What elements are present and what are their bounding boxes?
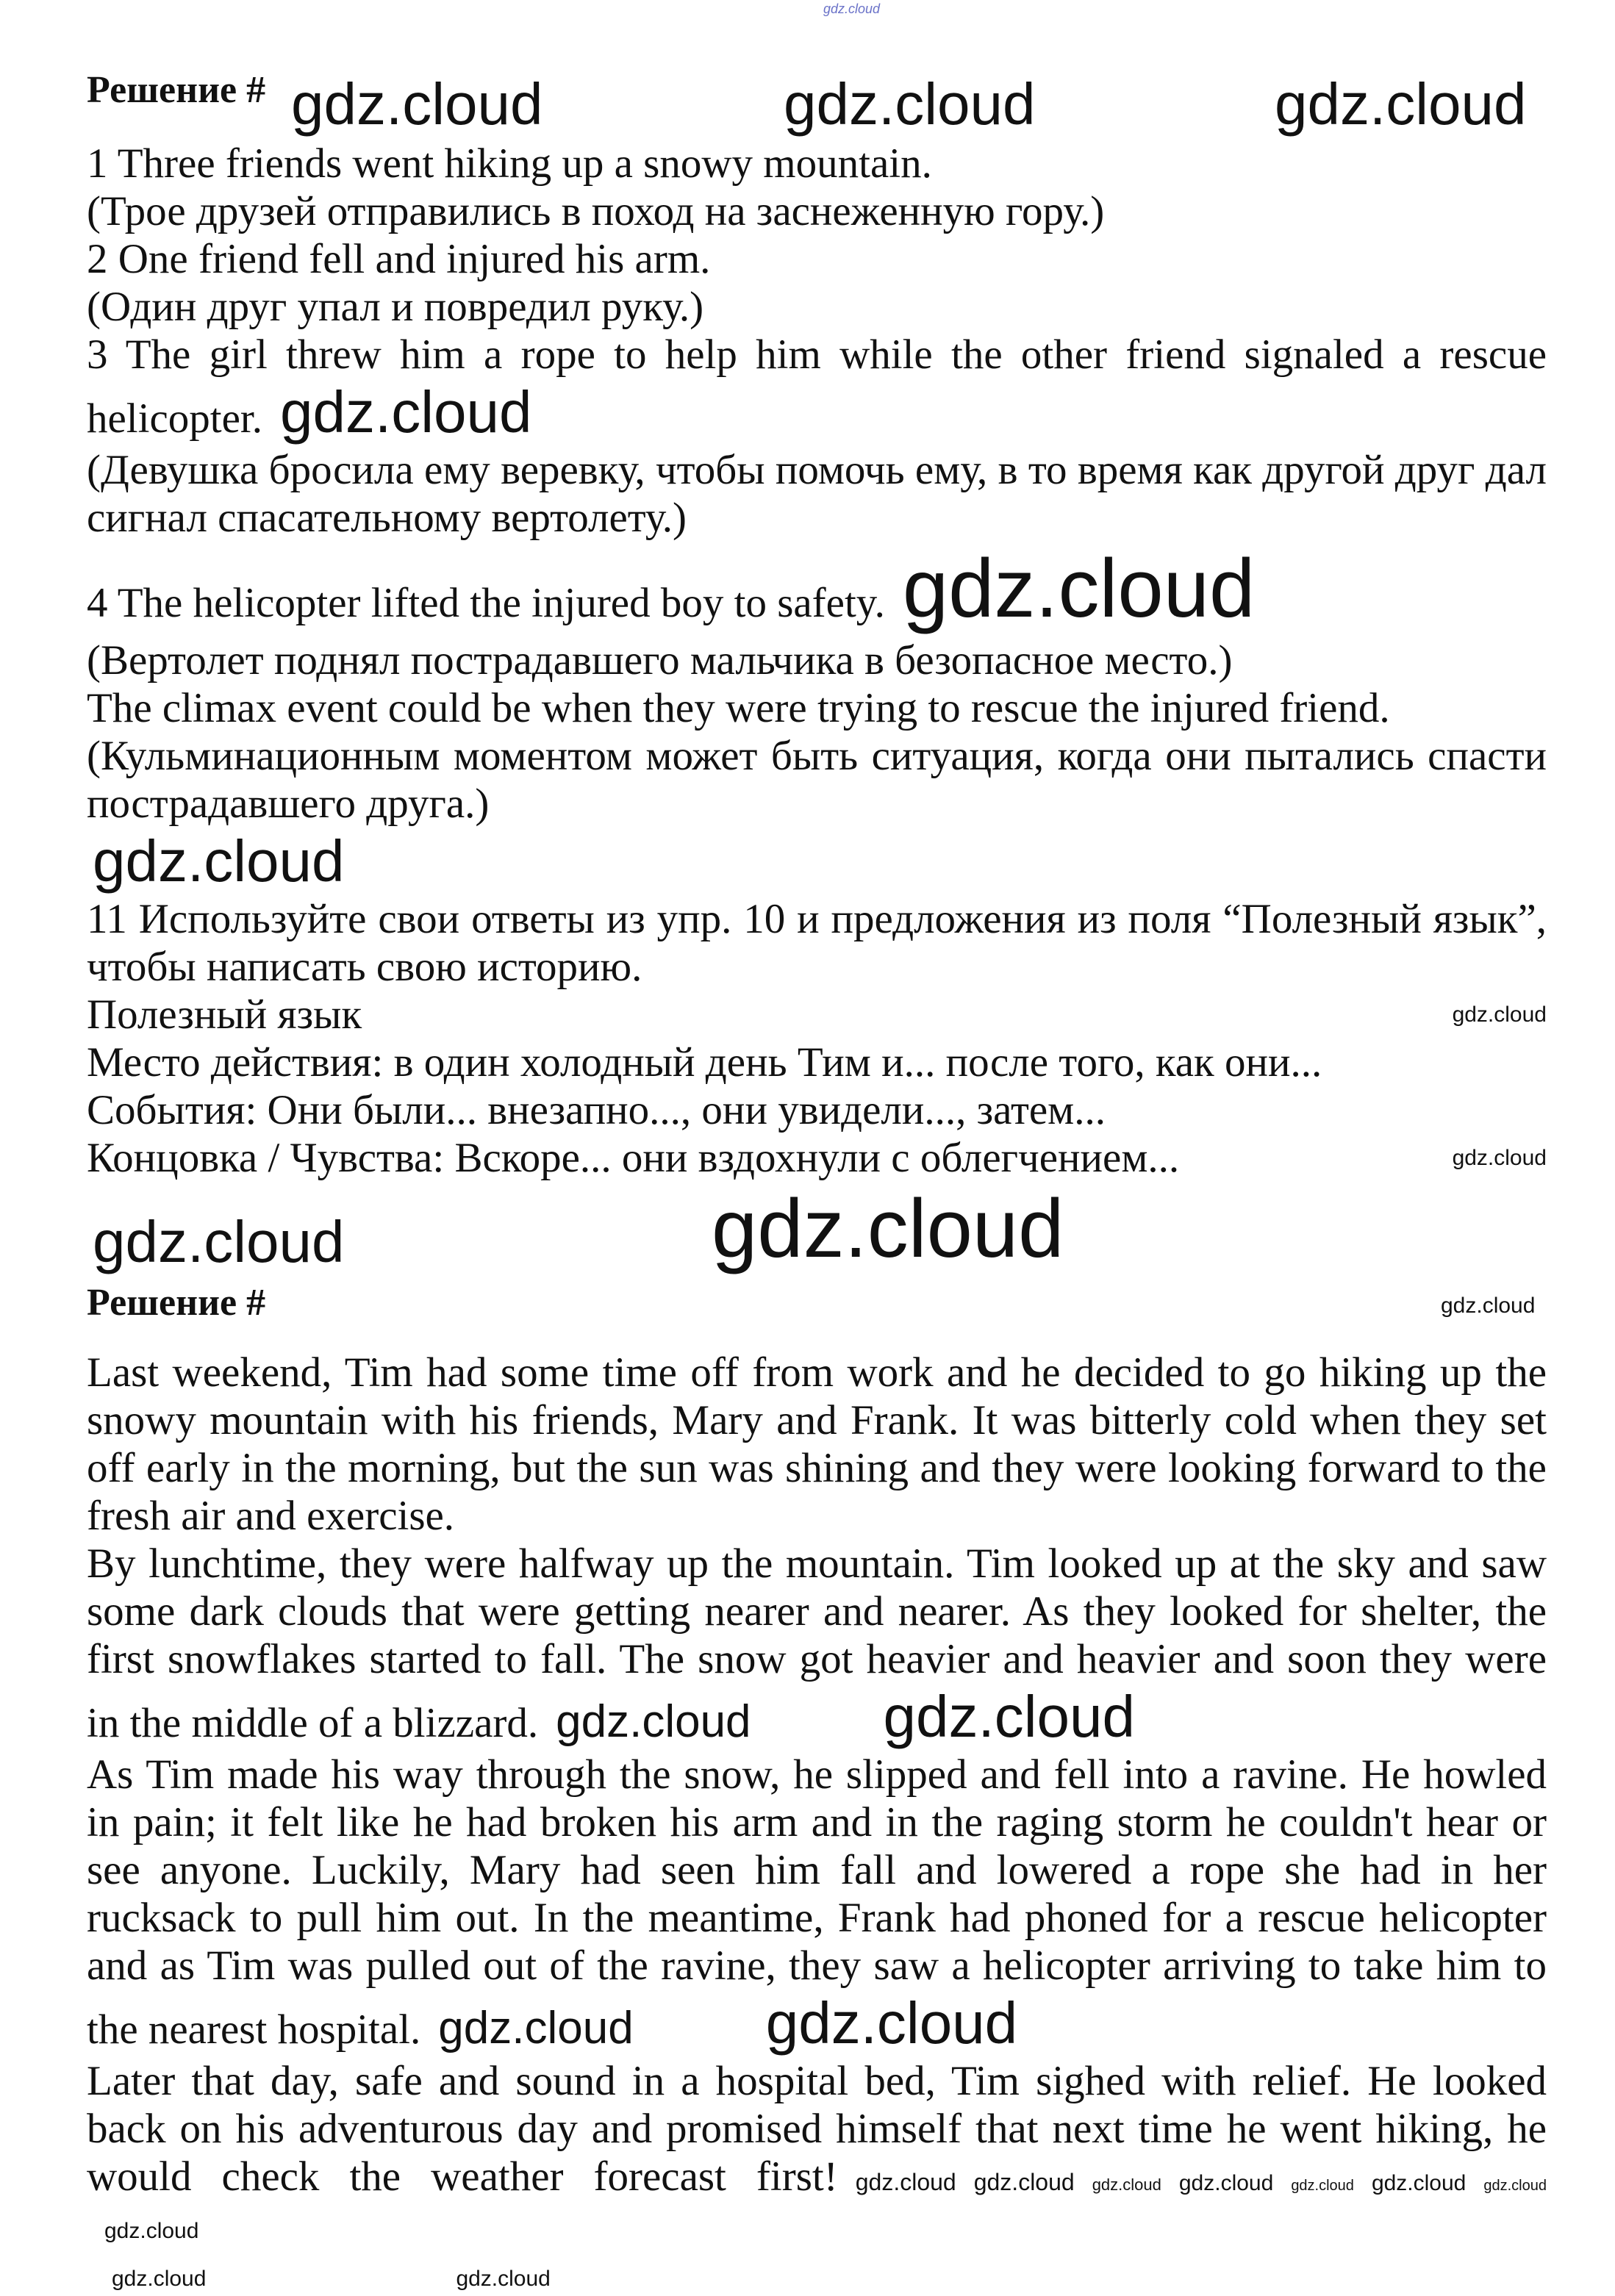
- answer-line: [87, 187, 1547, 235]
- task-line: [87, 1134, 1547, 1182]
- solution-heading: Решение #: [87, 1281, 266, 1324]
- watermark: gdz.cloud: [93, 828, 345, 894]
- solution-heading: Решение #: [87, 69, 266, 111]
- watermark: gdz.cloud: [855, 2168, 956, 2195]
- watermark: gdz.cloud: [1483, 2177, 1547, 2194]
- watermark: gdz.cloud: [1371, 2170, 1467, 2195]
- task-line: [87, 1038, 1547, 1086]
- story-text: By lunchtime, they were halfway up the mountain. Tim looked up at the sky and saw some dark clouds that were getting nearer and nearer. As they looked for shelter, the first snowflakes started to fall. The snow got heavier and heavier and soon they were in the middle of a blizzard.: [87, 1540, 1547, 1746]
- story-footer-watermarks: [87, 2248, 1547, 2296]
- task-text: 11 Используйте свои ответы из упр. 10 и предложения из поля “Полезный язык”, чтобы написать свою историю.: [87, 895, 1547, 990]
- answer-line: [87, 684, 1547, 732]
- answer-text: (Трое друзей отправились в поход на заснеженную гору.): [87, 188, 1105, 234]
- watermark: gdz.cloud: [823, 1, 881, 16]
- watermark: gdz.cloud: [291, 71, 543, 137]
- answer-line: [87, 446, 1547, 542]
- story-paragraph: [87, 1751, 1547, 2057]
- watermark: gdz.cloud: [765, 1990, 1018, 2056]
- watermark: gdz.cloud: [1178, 2170, 1274, 2195]
- task-line: [87, 1086, 1547, 1134]
- task-text: Место действия: в один холодный день Тим и... после того, как они...: [87, 1038, 1322, 1086]
- document-body: [87, 66, 1547, 2296]
- story-paragraph: [87, 2057, 1547, 2248]
- answer-text: (Девушка бросила ему веревку, чтобы помочь ему, в то время как другой друг дал сигнал спасательному вертолету.): [87, 447, 1547, 541]
- answer-text: 1 Three friends went hiking up a snowy mountain.: [87, 140, 932, 187]
- answer-line: [87, 283, 1547, 331]
- story-text: As Tim made his way through the snow, he slipped and fell into a ravine. He howled in pain; it felt like he had broken his arm and in the raging storm he couldn't hear or see anyone. Luckily, Mary had seen him fall and lowered a rope she had in her rucksack to pull him out. In the meantime, Frank had phoned for a rescue helicopter and as Tim was pulled out of the ravine, they saw a helicopter arriving to take him to the nearest hospital.: [87, 1751, 1547, 2053]
- solution-1-heading-row: [87, 66, 1547, 140]
- answer-line: [87, 636, 1547, 684]
- answer-line: [87, 235, 1547, 283]
- watermark: gdz.cloud: [556, 1696, 751, 1747]
- task-text: События: Они были... внезапно..., они увидели..., затем...: [87, 1086, 1106, 1133]
- watermark: gdz.cloud: [883, 1683, 1136, 1749]
- answer-text: (Вертолет поднял пострадавшего мальчика в безопасное место.): [87, 636, 1233, 684]
- answer-text: (Кульминационным моментом может быть ситуация, когда они пытались спасти пострадавшего друга.): [87, 732, 1547, 827]
- story-text: Last weekend, Tim had some time off from work and he decided to go hiking up the snowy mountain with his friends, Mary and Frank. It was bitterly cold when they set off early in the morning, but the sun was shining and they were looking forward to the fresh air and exercise.: [87, 1349, 1547, 1539]
- watermark: gdz.cloud: [1452, 1145, 1547, 1170]
- answer-line: [87, 732, 1547, 828]
- answer-text: 4 The helicopter lifted the injured boy to safety.: [87, 580, 885, 626]
- watermark: gdz.cloud: [1452, 1002, 1547, 1027]
- watermark: gdz.cloud: [1275, 71, 1527, 137]
- watermark: gdz.cloud: [1092, 2175, 1161, 2194]
- task-line: [87, 991, 1547, 1038]
- watermark: gdz.cloud: [456, 2266, 551, 2291]
- answer-line: [87, 542, 1547, 636]
- watermark-row: [87, 1182, 1547, 1279]
- watermark: gdz.cloud: [902, 542, 1256, 634]
- watermark: gdz.cloud: [112, 2266, 207, 2291]
- answer-text: (Один друг упал и повредил руку.): [87, 284, 704, 330]
- watermark: gdz.cloud: [712, 1182, 1064, 1274]
- solution-2-heading-row: [87, 1279, 1547, 1349]
- watermark: gdz.cloud: [1441, 1293, 1536, 1318]
- watermark: gdz.cloud: [438, 2002, 634, 2053]
- blank-line: [87, 828, 1547, 895]
- watermark: gdz.cloud: [784, 71, 1036, 137]
- task-line: [87, 895, 1547, 991]
- story-paragraph: [87, 1349, 1547, 1540]
- task-text: Концовка / Чувства: Вскоре... они вздохнули с облегчением...: [87, 1134, 1180, 1181]
- watermark: gdz.cloud: [973, 2168, 1075, 2195]
- answer-text: 3 The girl threw him a rope to help him while the other friend signaled a rescue helicopter.: [87, 331, 1547, 442]
- answer-text: The climax event could be when they were trying to rescue the injured friend.: [87, 684, 1390, 731]
- story-paragraph: [87, 1540, 1547, 1751]
- task-text: Полезный язык: [87, 991, 362, 1038]
- watermark: gdz.cloud: [93, 1208, 345, 1274]
- story-text: Later that day, safe and sound in a hospital bed, Tim sighed with relief. He looked back on his adventurous day and promised himself that next time he went hiking, he would check the weather forecast first!: [87, 2057, 1547, 2200]
- watermark: gdz.cloud: [104, 2218, 199, 2243]
- answer-text: 2 One friend fell and injured his arm.: [87, 236, 711, 282]
- answer-line: [87, 331, 1547, 446]
- watermark: gdz.cloud: [280, 379, 532, 445]
- watermark: gdz.cloud: [1291, 2177, 1354, 2194]
- answer-line: [87, 140, 1547, 187]
